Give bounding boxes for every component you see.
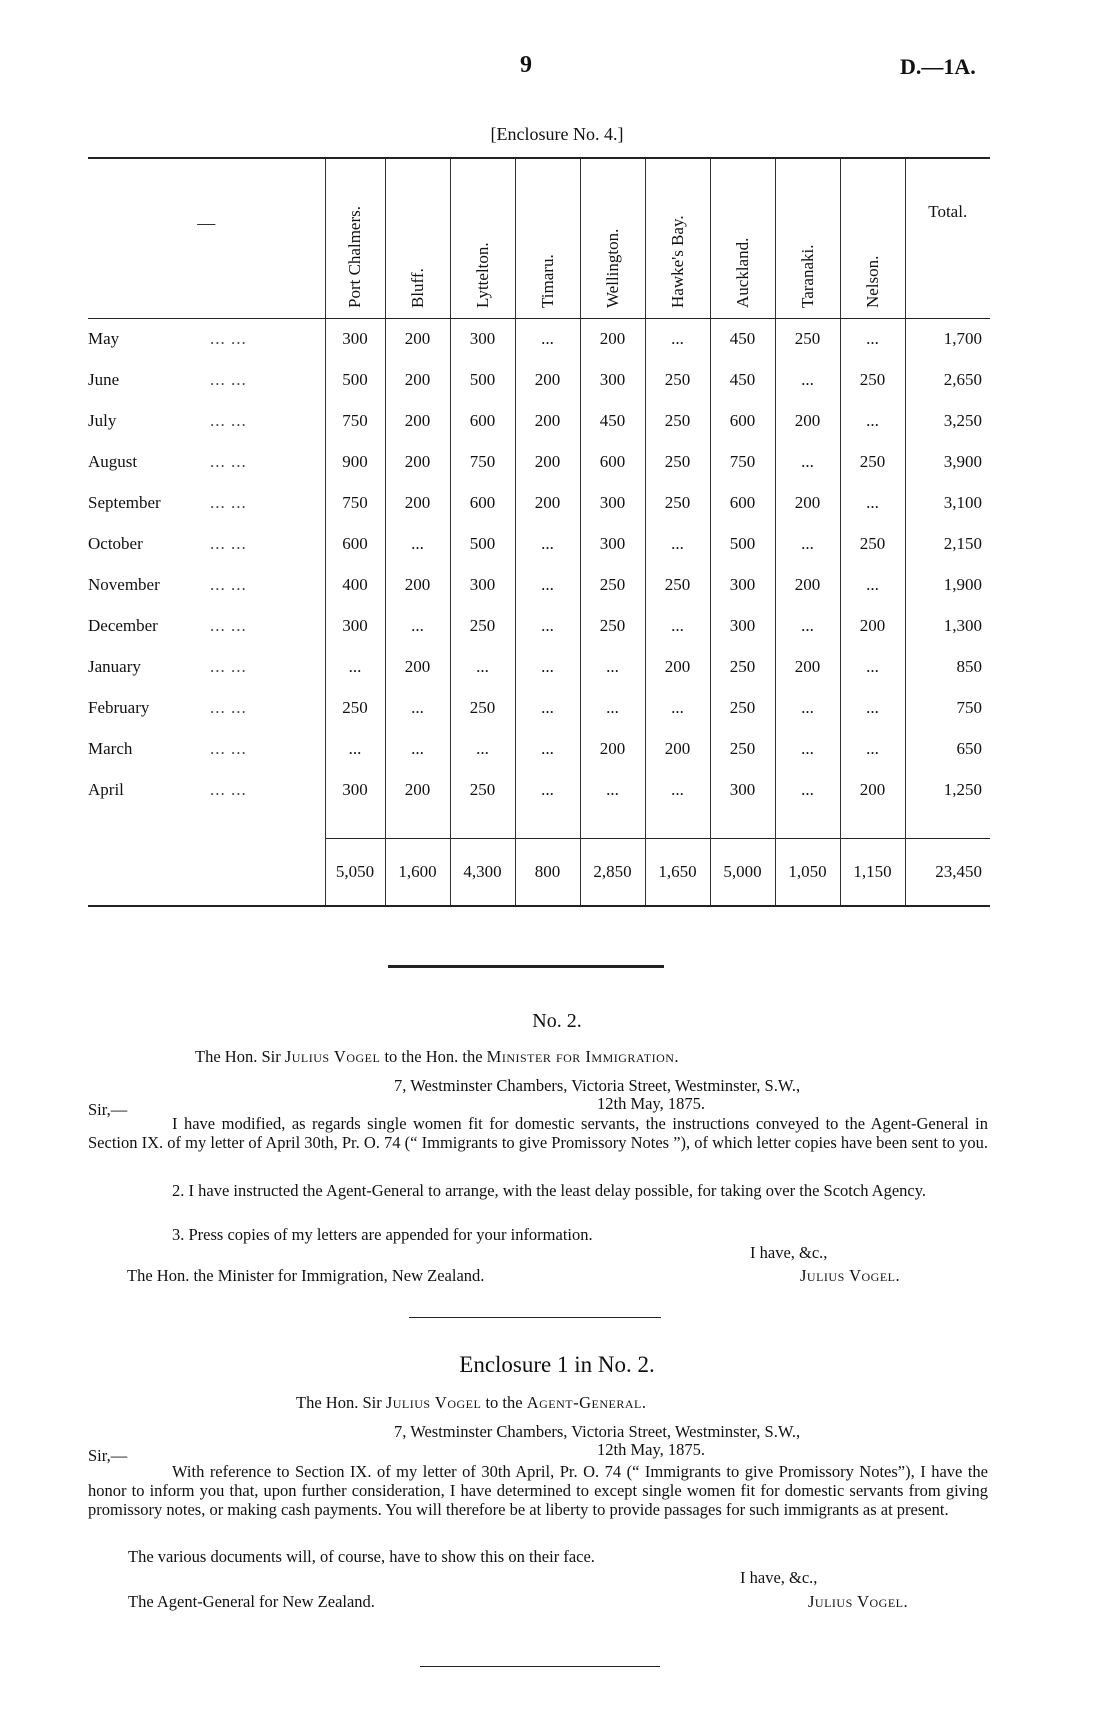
letter-closing: I have, &c., bbox=[750, 1243, 828, 1262]
enclosure-signature: Julius Vogel. bbox=[808, 1592, 909, 1611]
value-cell: 200 bbox=[385, 400, 450, 441]
value-cell: 300 bbox=[325, 769, 385, 810]
month-cell bbox=[88, 605, 325, 646]
value-cell: 250 bbox=[645, 359, 710, 400]
value-cell: ... bbox=[515, 687, 580, 728]
column-header-7 bbox=[775, 158, 840, 318]
value-cell: 600 bbox=[450, 482, 515, 523]
value-cell: 250 bbox=[710, 728, 775, 769]
column-header-label: Nelson. bbox=[862, 255, 882, 308]
column-total-cell: 5,000 bbox=[710, 838, 775, 906]
table-row bbox=[88, 687, 990, 728]
value-cell: 300 bbox=[450, 564, 515, 605]
row-total-cell: 1,300 bbox=[905, 605, 990, 646]
total-header-label: Total. bbox=[928, 202, 968, 222]
column-header-label: Lyttelton. bbox=[472, 241, 492, 308]
value-cell: ... bbox=[385, 605, 450, 646]
row-total-cell: 3,900 bbox=[905, 441, 990, 482]
spacer-cell bbox=[775, 810, 840, 838]
enclosure-1-title: Enclosure 1 in No. 2. bbox=[459, 1352, 655, 1377]
spacer-cell bbox=[88, 810, 325, 838]
column-total-cell: 1,050 bbox=[775, 838, 840, 906]
value-cell: 200 bbox=[515, 359, 580, 400]
totals-row bbox=[88, 838, 990, 906]
value-cell: 200 bbox=[645, 646, 710, 687]
recipient-name: Agent-General. bbox=[526, 1393, 647, 1412]
table-row bbox=[88, 728, 990, 769]
enclosure-date: 12th May, 1875. bbox=[597, 1440, 706, 1459]
value-cell: 450 bbox=[580, 400, 645, 441]
value-cell: 250 bbox=[645, 564, 710, 605]
value-cell: ... bbox=[580, 687, 645, 728]
leader-dots: ... ... bbox=[210, 451, 247, 471]
spacer-cell bbox=[580, 810, 645, 838]
letter-paragraph-2: 2. I have instructed the Agent-General to arrange, with the least delay possible, for taking over the Scotch Agency. bbox=[172, 1181, 927, 1200]
from-prefix: The Hon. Sir bbox=[296, 1393, 382, 1412]
value-cell: 250 bbox=[450, 687, 515, 728]
letter-signature: Julius Vogel. bbox=[800, 1266, 901, 1285]
table-header-row bbox=[88, 158, 990, 318]
leader-dots: ... ... bbox=[210, 410, 247, 430]
column-header-4 bbox=[580, 158, 645, 318]
value-cell: ... bbox=[840, 687, 905, 728]
letter-paragraph-1: I have modified, as regards single women fit for domestic servants, the instructions conveyed to the Agent-General in Section IX. of my letter of April 30th, Pr. O. 74 (“ Immigrants to give Promissory Notes ”), of which letter copies have been sent to you. bbox=[88, 1114, 988, 1152]
value-cell: 250 bbox=[645, 400, 710, 441]
value-cell: ... bbox=[840, 646, 905, 687]
spacer-cell bbox=[515, 810, 580, 838]
value-cell: 250 bbox=[645, 441, 710, 482]
value-cell: ... bbox=[645, 318, 710, 359]
column-total-cell: 1,150 bbox=[840, 838, 905, 906]
value-cell: ... bbox=[515, 728, 580, 769]
row-total-cell: 3,100 bbox=[905, 482, 990, 523]
value-cell: 200 bbox=[385, 646, 450, 687]
enclosure-from-to bbox=[296, 1393, 646, 1413]
from-middle: to the Hon. the bbox=[384, 1047, 483, 1066]
letter-number: No. 2. bbox=[532, 1010, 582, 1032]
value-cell: 750 bbox=[710, 441, 775, 482]
value-cell: 750 bbox=[325, 482, 385, 523]
leader-dots: ... ... bbox=[210, 697, 247, 717]
letter-paragraph-3: 3. Press copies of my letters are appended for your information. bbox=[172, 1225, 593, 1244]
value-cell: 200 bbox=[580, 318, 645, 359]
totals-label-cell bbox=[88, 838, 325, 906]
value-cell: ... bbox=[840, 400, 905, 441]
leader-dots: ... ... bbox=[210, 738, 247, 758]
value-cell: 200 bbox=[645, 728, 710, 769]
value-cell: ... bbox=[645, 605, 710, 646]
table-row bbox=[88, 318, 990, 359]
value-cell: 500 bbox=[710, 523, 775, 564]
value-cell: 900 bbox=[325, 441, 385, 482]
month-cell bbox=[88, 523, 325, 564]
value-cell: ... bbox=[325, 646, 385, 687]
value-cell: ... bbox=[645, 523, 710, 564]
column-total-cell: 4,300 bbox=[450, 838, 515, 906]
month-label: June bbox=[88, 369, 120, 389]
value-cell: 250 bbox=[580, 605, 645, 646]
month-cell bbox=[88, 646, 325, 687]
salutation: Sir,— bbox=[88, 1100, 128, 1119]
month-label: October bbox=[88, 533, 143, 553]
month-cell bbox=[88, 441, 325, 482]
value-cell: 200 bbox=[840, 605, 905, 646]
spacer-cell bbox=[450, 810, 515, 838]
value-cell: 750 bbox=[325, 400, 385, 441]
value-cell: 600 bbox=[710, 482, 775, 523]
enclosure-closing: I have, &c., bbox=[740, 1568, 818, 1587]
from-prefix: The Hon. Sir bbox=[195, 1047, 281, 1066]
leader-dots: ... ... bbox=[210, 656, 247, 676]
corner-header bbox=[88, 158, 325, 318]
value-cell: 250 bbox=[450, 769, 515, 810]
value-cell: ... bbox=[515, 769, 580, 810]
section-divider-3 bbox=[420, 1666, 660, 1667]
value-cell: 200 bbox=[385, 318, 450, 359]
value-cell: ... bbox=[515, 564, 580, 605]
value-cell: 250 bbox=[840, 359, 905, 400]
value-cell: ... bbox=[840, 482, 905, 523]
value-cell: 450 bbox=[710, 359, 775, 400]
column-total-cell: 800 bbox=[515, 838, 580, 906]
month-label: February bbox=[88, 697, 150, 717]
value-cell: ... bbox=[840, 564, 905, 605]
table-row bbox=[88, 441, 990, 482]
value-cell: ... bbox=[385, 728, 450, 769]
column-total-cell: 2,850 bbox=[580, 838, 645, 906]
leader-dots: ... ... bbox=[210, 369, 247, 389]
value-cell: 750 bbox=[450, 441, 515, 482]
value-cell: 250 bbox=[450, 605, 515, 646]
value-cell: 450 bbox=[710, 318, 775, 359]
month-cell bbox=[88, 687, 325, 728]
enclosure-salutation: Sir,— bbox=[88, 1446, 128, 1465]
table-row bbox=[88, 359, 990, 400]
value-cell: ... bbox=[645, 769, 710, 810]
from-middle: to the bbox=[485, 1393, 523, 1412]
value-cell: 250 bbox=[710, 646, 775, 687]
value-cell: 400 bbox=[325, 564, 385, 605]
value-cell: ... bbox=[385, 523, 450, 564]
value-cell: ... bbox=[775, 605, 840, 646]
column-header-label: Timaru. bbox=[537, 253, 557, 308]
corner-dash: — bbox=[197, 213, 216, 234]
value-cell: 200 bbox=[515, 482, 580, 523]
value-cell: 600 bbox=[580, 441, 645, 482]
value-cell: 600 bbox=[710, 400, 775, 441]
row-total-cell: 750 bbox=[905, 687, 990, 728]
value-cell: 300 bbox=[580, 359, 645, 400]
value-cell: 200 bbox=[840, 769, 905, 810]
leader-dots: ... ... bbox=[210, 328, 247, 348]
column-header-label: Taranaki. bbox=[797, 244, 817, 308]
column-total-cell: 1,600 bbox=[385, 838, 450, 906]
enclosure-paragraph-1: With reference to Section IX. of my letter of 30th April, Pr. O. 74 (“ Immigrants to give Promissory Notes”), I have the honor to inform you that, upon further consideration, I have determined to except single women fit for domestic servants from giving promissory notes, or making cash payments. You will therefore be at liberty to provide passages for such immigrants as at present. bbox=[88, 1462, 988, 1519]
value-cell: ... bbox=[775, 687, 840, 728]
letter-addressee: The Hon. the Minister for Immigration, New Zealand. bbox=[127, 1266, 485, 1285]
leader-dots: ... ... bbox=[210, 779, 247, 799]
spacer-cell bbox=[645, 810, 710, 838]
month-cell bbox=[88, 318, 325, 359]
table-row bbox=[88, 523, 990, 564]
value-cell: 300 bbox=[580, 523, 645, 564]
month-cell bbox=[88, 564, 325, 605]
table-row bbox=[88, 605, 990, 646]
leader-dots: ... ... bbox=[210, 574, 247, 594]
grand-total-cell: 23,450 bbox=[905, 838, 990, 906]
sender-name: Julius Vogel bbox=[385, 1393, 482, 1412]
value-cell: ... bbox=[580, 646, 645, 687]
month-label: November bbox=[88, 574, 160, 594]
value-cell: 600 bbox=[450, 400, 515, 441]
value-cell: 200 bbox=[385, 564, 450, 605]
sender-name: Julius Vogel bbox=[284, 1047, 381, 1066]
value-cell: 200 bbox=[775, 564, 840, 605]
value-cell: 200 bbox=[385, 441, 450, 482]
value-cell: 250 bbox=[775, 318, 840, 359]
value-cell: ... bbox=[775, 728, 840, 769]
page-number: 9 bbox=[520, 52, 532, 78]
value-cell: 250 bbox=[710, 687, 775, 728]
value-cell: 300 bbox=[710, 564, 775, 605]
value-cell: 250 bbox=[840, 441, 905, 482]
value-cell: ... bbox=[580, 769, 645, 810]
column-header-2 bbox=[450, 158, 515, 318]
row-total-cell: 1,900 bbox=[905, 564, 990, 605]
table-row bbox=[88, 564, 990, 605]
table-row bbox=[88, 646, 990, 687]
value-cell: 300 bbox=[325, 318, 385, 359]
spacer-cell bbox=[905, 810, 990, 838]
value-cell: 300 bbox=[450, 318, 515, 359]
value-cell: 300 bbox=[325, 605, 385, 646]
table-spacer-row bbox=[88, 810, 990, 838]
enclosure-addressee: The Agent-General for New Zealand. bbox=[128, 1592, 375, 1611]
value-cell: ... bbox=[515, 318, 580, 359]
leader-dots: ... ... bbox=[210, 533, 247, 553]
value-cell: 500 bbox=[450, 523, 515, 564]
spacer-cell bbox=[840, 810, 905, 838]
value-cell: 250 bbox=[840, 523, 905, 564]
value-cell: 300 bbox=[580, 482, 645, 523]
value-cell: ... bbox=[775, 359, 840, 400]
spacer-cell bbox=[710, 810, 775, 838]
spacer-cell bbox=[385, 810, 450, 838]
month-label: January bbox=[88, 656, 141, 676]
column-header-5 bbox=[645, 158, 710, 318]
enclosure-address: 7, Westminster Chambers, Victoria Street, Westminster, S.W., bbox=[394, 1422, 801, 1441]
month-cell bbox=[88, 728, 325, 769]
table-row bbox=[88, 482, 990, 523]
month-label: July bbox=[88, 410, 117, 430]
value-cell: ... bbox=[515, 523, 580, 564]
leader-dots: ... ... bbox=[210, 492, 247, 512]
enclosure-4-title: [Enclosure No. 4.] bbox=[490, 124, 624, 144]
value-cell: ... bbox=[450, 728, 515, 769]
value-cell: 200 bbox=[385, 359, 450, 400]
value-cell: ... bbox=[645, 687, 710, 728]
value-cell: 200 bbox=[515, 400, 580, 441]
value-cell: 250 bbox=[645, 482, 710, 523]
value-cell: ... bbox=[775, 523, 840, 564]
column-header-label: Port Chalmers. bbox=[345, 205, 364, 308]
letter-date: 12th May, 1875. bbox=[597, 1094, 706, 1113]
value-cell: 600 bbox=[325, 523, 385, 564]
row-total-cell: 1,250 bbox=[905, 769, 990, 810]
column-header-3 bbox=[515, 158, 580, 318]
recipient-name: Minister for Immigration. bbox=[486, 1047, 680, 1066]
table-row bbox=[88, 400, 990, 441]
value-cell: 200 bbox=[580, 728, 645, 769]
section-divider-2 bbox=[409, 1317, 661, 1318]
value-cell: 250 bbox=[580, 564, 645, 605]
column-header-8 bbox=[840, 158, 905, 318]
row-total-cell: 850 bbox=[905, 646, 990, 687]
column-header-1 bbox=[385, 158, 450, 318]
value-cell: 200 bbox=[775, 400, 840, 441]
column-total-cell: 5,050 bbox=[325, 838, 385, 906]
value-cell: 250 bbox=[325, 687, 385, 728]
column-header-0 bbox=[325, 158, 385, 318]
table-row bbox=[88, 769, 990, 810]
immigration-table bbox=[88, 157, 990, 907]
value-cell: 200 bbox=[385, 769, 450, 810]
value-cell: 500 bbox=[450, 359, 515, 400]
row-total-cell: 2,650 bbox=[905, 359, 990, 400]
section-divider bbox=[388, 965, 664, 968]
total-header bbox=[905, 158, 990, 318]
month-label: March bbox=[88, 738, 133, 758]
row-total-cell: 3,250 bbox=[905, 400, 990, 441]
month-label: April bbox=[88, 779, 124, 799]
value-cell: ... bbox=[515, 605, 580, 646]
column-header-6 bbox=[710, 158, 775, 318]
value-cell: ... bbox=[515, 646, 580, 687]
value-cell: ... bbox=[840, 728, 905, 769]
value-cell: 200 bbox=[515, 441, 580, 482]
month-label: September bbox=[88, 492, 161, 512]
month-cell bbox=[88, 400, 325, 441]
row-total-cell: 2,150 bbox=[905, 523, 990, 564]
month-cell bbox=[88, 482, 325, 523]
value-cell: 200 bbox=[775, 482, 840, 523]
month-label: May bbox=[88, 328, 120, 348]
column-header-label: Auckland. bbox=[732, 237, 752, 308]
value-cell: 200 bbox=[775, 646, 840, 687]
month-label: December bbox=[88, 615, 158, 635]
value-cell: ... bbox=[775, 441, 840, 482]
column-header-label: Bluff. bbox=[407, 267, 427, 308]
letter-from-to bbox=[195, 1047, 679, 1067]
value-cell: ... bbox=[450, 646, 515, 687]
value-cell: 500 bbox=[325, 359, 385, 400]
value-cell: ... bbox=[840, 318, 905, 359]
value-cell: 200 bbox=[385, 482, 450, 523]
month-label: August bbox=[88, 451, 138, 471]
value-cell: ... bbox=[775, 769, 840, 810]
document-reference: D.—1A. bbox=[900, 54, 976, 79]
column-header-label: Wellington. bbox=[602, 228, 622, 308]
spacer-cell bbox=[325, 810, 385, 838]
row-total-cell: 1,700 bbox=[905, 318, 990, 359]
value-cell: ... bbox=[325, 728, 385, 769]
value-cell: 300 bbox=[710, 605, 775, 646]
month-cell bbox=[88, 359, 325, 400]
value-cell: 300 bbox=[710, 769, 775, 810]
column-header-label: Hawke's Bay. bbox=[667, 214, 687, 308]
letter-address: 7, Westminster Chambers, Victoria Street, Westminster, S.W., bbox=[394, 1076, 801, 1095]
column-total-cell: 1,650 bbox=[645, 838, 710, 906]
enclosure-paragraph-2: The various documents will, of course, have to show this on their face. bbox=[128, 1547, 595, 1566]
row-total-cell: 650 bbox=[905, 728, 990, 769]
leader-dots: ... ... bbox=[210, 615, 247, 635]
month-cell bbox=[88, 769, 325, 810]
value-cell: ... bbox=[385, 687, 450, 728]
